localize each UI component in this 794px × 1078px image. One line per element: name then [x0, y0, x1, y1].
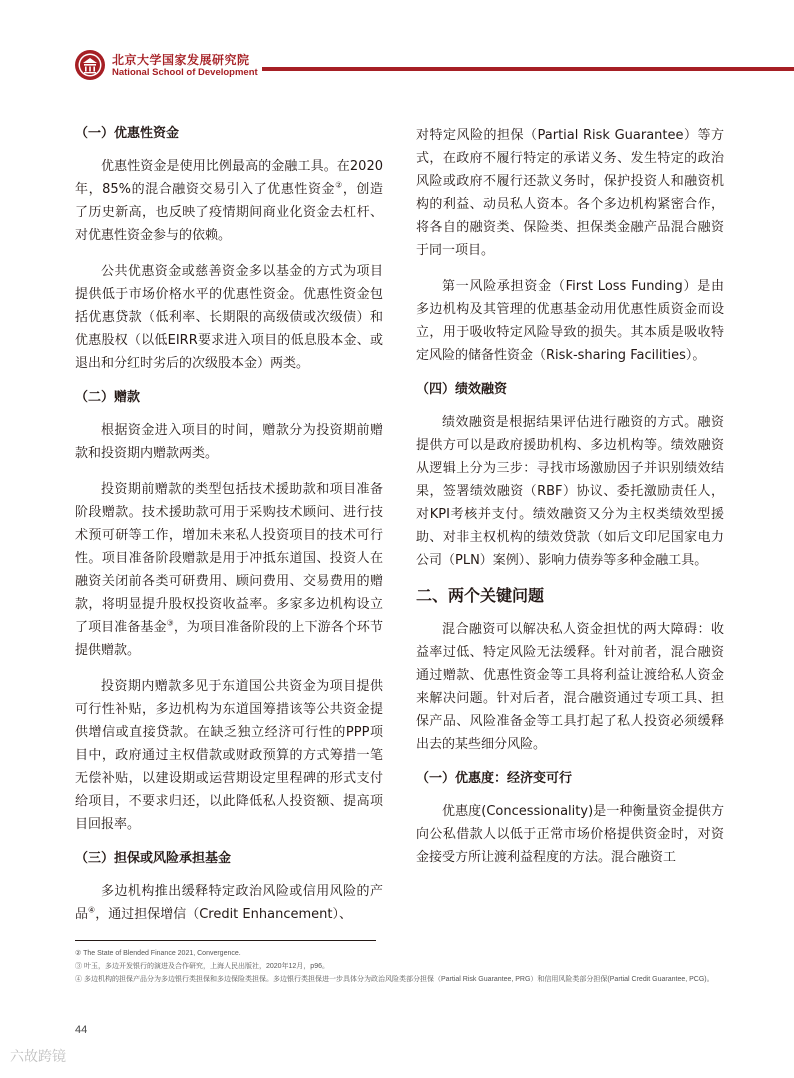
paragraph: 多边机构推出缓释特定政治风险或信用风险的产品④，通过担保增信（Credit Enhancement）、	[75, 884, 383, 922]
paragraph: 优惠度(Concessionality)是一种衡量资金提供方向公私借款人以低于正常市场价格提供资金时，对资金接受方所让渡利益程度的方法。混合融资工	[416, 804, 724, 865]
footnote: ② The State of Blended Finance 2021, Convergence.	[75, 950, 241, 957]
paragraph: 绩效融资是根据结果评估进行融资的方式。融资提供方可以是政府援助机构、多边机构等。绩效融资从逻辑上分为三步：寻找市场激励因子并识别绩效结果，签署绩效融资（RBF）协议、委托激励责任人，对KPI考核并支付。绩效融资又分为主权类绩效型援助、对非主权机构的绩效贷款（如后文印尼国家电力公司（PLN）案例）、影响力债券等多种金融工具。	[416, 415, 724, 568]
chapter-heading: 二、两个关键问题	[416, 586, 545, 605]
section-heading: （四）绩效融资	[416, 382, 508, 397]
paragraph: 公共优惠资金或慈善资金多以基金的方式为项目提供低于市场价格水平的优惠性资金。优惠性资金包括优惠贷款（低利率、长期限的高级债或次级债）和优惠股权（以低EIRR要求进入项目的低息股本金、或退出和分红时劣后的次级股本金）两类。	[75, 264, 383, 371]
paragraph: 投资期前赠款的类型包括技术援助款和项目准备阶段赠款。技术援助款可用于采购技术顾问、进行技术预可研等工作，增加未来私人投资项目的技术可行性。项目准备阶段赠款是用于冲抵东道国、投资人在融资关闭前各类可研费用、顾问费用、交易费用的赠款，将明显提升股权投资收益率。多家多边机构设立了项目准备基金③，为项目准备阶段的上下游各个环节提供赠款。	[75, 482, 383, 658]
org-name-en: National School of Development	[112, 67, 258, 78]
paragraph: 优惠性资金是使用比例最高的金融工具。在2020年，85%的混合融资交易引入了优惠性资金②，创造了历史新高，也反映了疫情期间商业化资金去杠杆、对优惠性资金参与的依赖。	[75, 159, 383, 243]
paragraph: 对特定风险的担保（Partial Risk Guarantee）等方式，在政府不履行特定的承诺义务、发生特定的政治风险或政府不履行还款义务时，保护投资人和融资机构的利益、动员私人资本。各个多边机构紧密合作，将各自的融资类、保险类、担保类金融产品混合融资于同一项目。	[416, 128, 724, 258]
pku-seal-icon	[74, 49, 106, 81]
footnote-ref: ②	[335, 180, 343, 190]
section-heading: （三）担保或风险承担基金	[75, 851, 232, 866]
page-number: 44	[75, 1024, 88, 1036]
footnotes	[75, 948, 725, 987]
footnote: ③ 叶玉，多边开发银行的演进及合作研究，上海人民出版社，2020年12月，p96。	[75, 963, 329, 970]
page-header	[0, 0, 794, 100]
section-heading: （一）优惠性资金	[75, 126, 180, 141]
org-name-cn: 北京大学国家发展研究院	[112, 53, 250, 67]
paragraph: 根据资金进入项目的时间，赠款分为投资期前赠款和投资期内赠款两类。	[75, 423, 383, 461]
footnote-ref: ③	[166, 618, 174, 628]
right-column	[416, 124, 724, 882]
paragraph: 投资期内赠款多见于东道国公共资金为项目提供可行性补贴，多边机构为东道国筹措该等公共资金提供增信或直接贷款。在缺乏独立经济可行性的PPP项目中，政府通过主权借款或财政预算的方式筹措一笔无偿补贴，以建设期或运营期设定里程碑的形式支付给项目，不要求归还，以此降低私人投资额、提高项目回报率。	[75, 679, 383, 832]
footnote-divider	[75, 940, 376, 941]
footnote-ref: ④	[88, 905, 96, 915]
left-column	[75, 124, 383, 939]
section-heading: （一）优惠度：经济变可行	[416, 771, 573, 786]
watermark: 六故跨镜	[10, 1049, 66, 1065]
header-rule	[262, 67, 794, 71]
footnote: ④ 多边机构的担保产品分为多边银行类担保和多边保险类担保。多边银行类担保进一步具体分为政治风险类部分担保（Partial Risk Guarantee, PRG）和信用风险类部分担保(Partial Credit Guarantee, PCG)。	[75, 976, 714, 983]
paragraph: 第一风险承担资金（First Loss Funding）是由多边机构及其管理的优惠基金动用优惠性质资金而设立，用于吸收特定风险导致的损失。其本质是吸收特定风险的储备性资金（Risk-sharing Facilities）。	[416, 279, 724, 363]
paragraph: 混合融资可以解决私人资金担忧的两大障碍：收益率过低、特定风险无法缓释。针对前者，混合融资通过赠款、优惠性资金等工具将利益让渡给私人资金来解决问题。针对后者，混合融资通过专项工具、担保产品、风险准备金等工具打起了私人投资必须缓释出去的某些细分风险。	[416, 622, 724, 752]
section-heading: （二）赠款	[75, 390, 141, 405]
